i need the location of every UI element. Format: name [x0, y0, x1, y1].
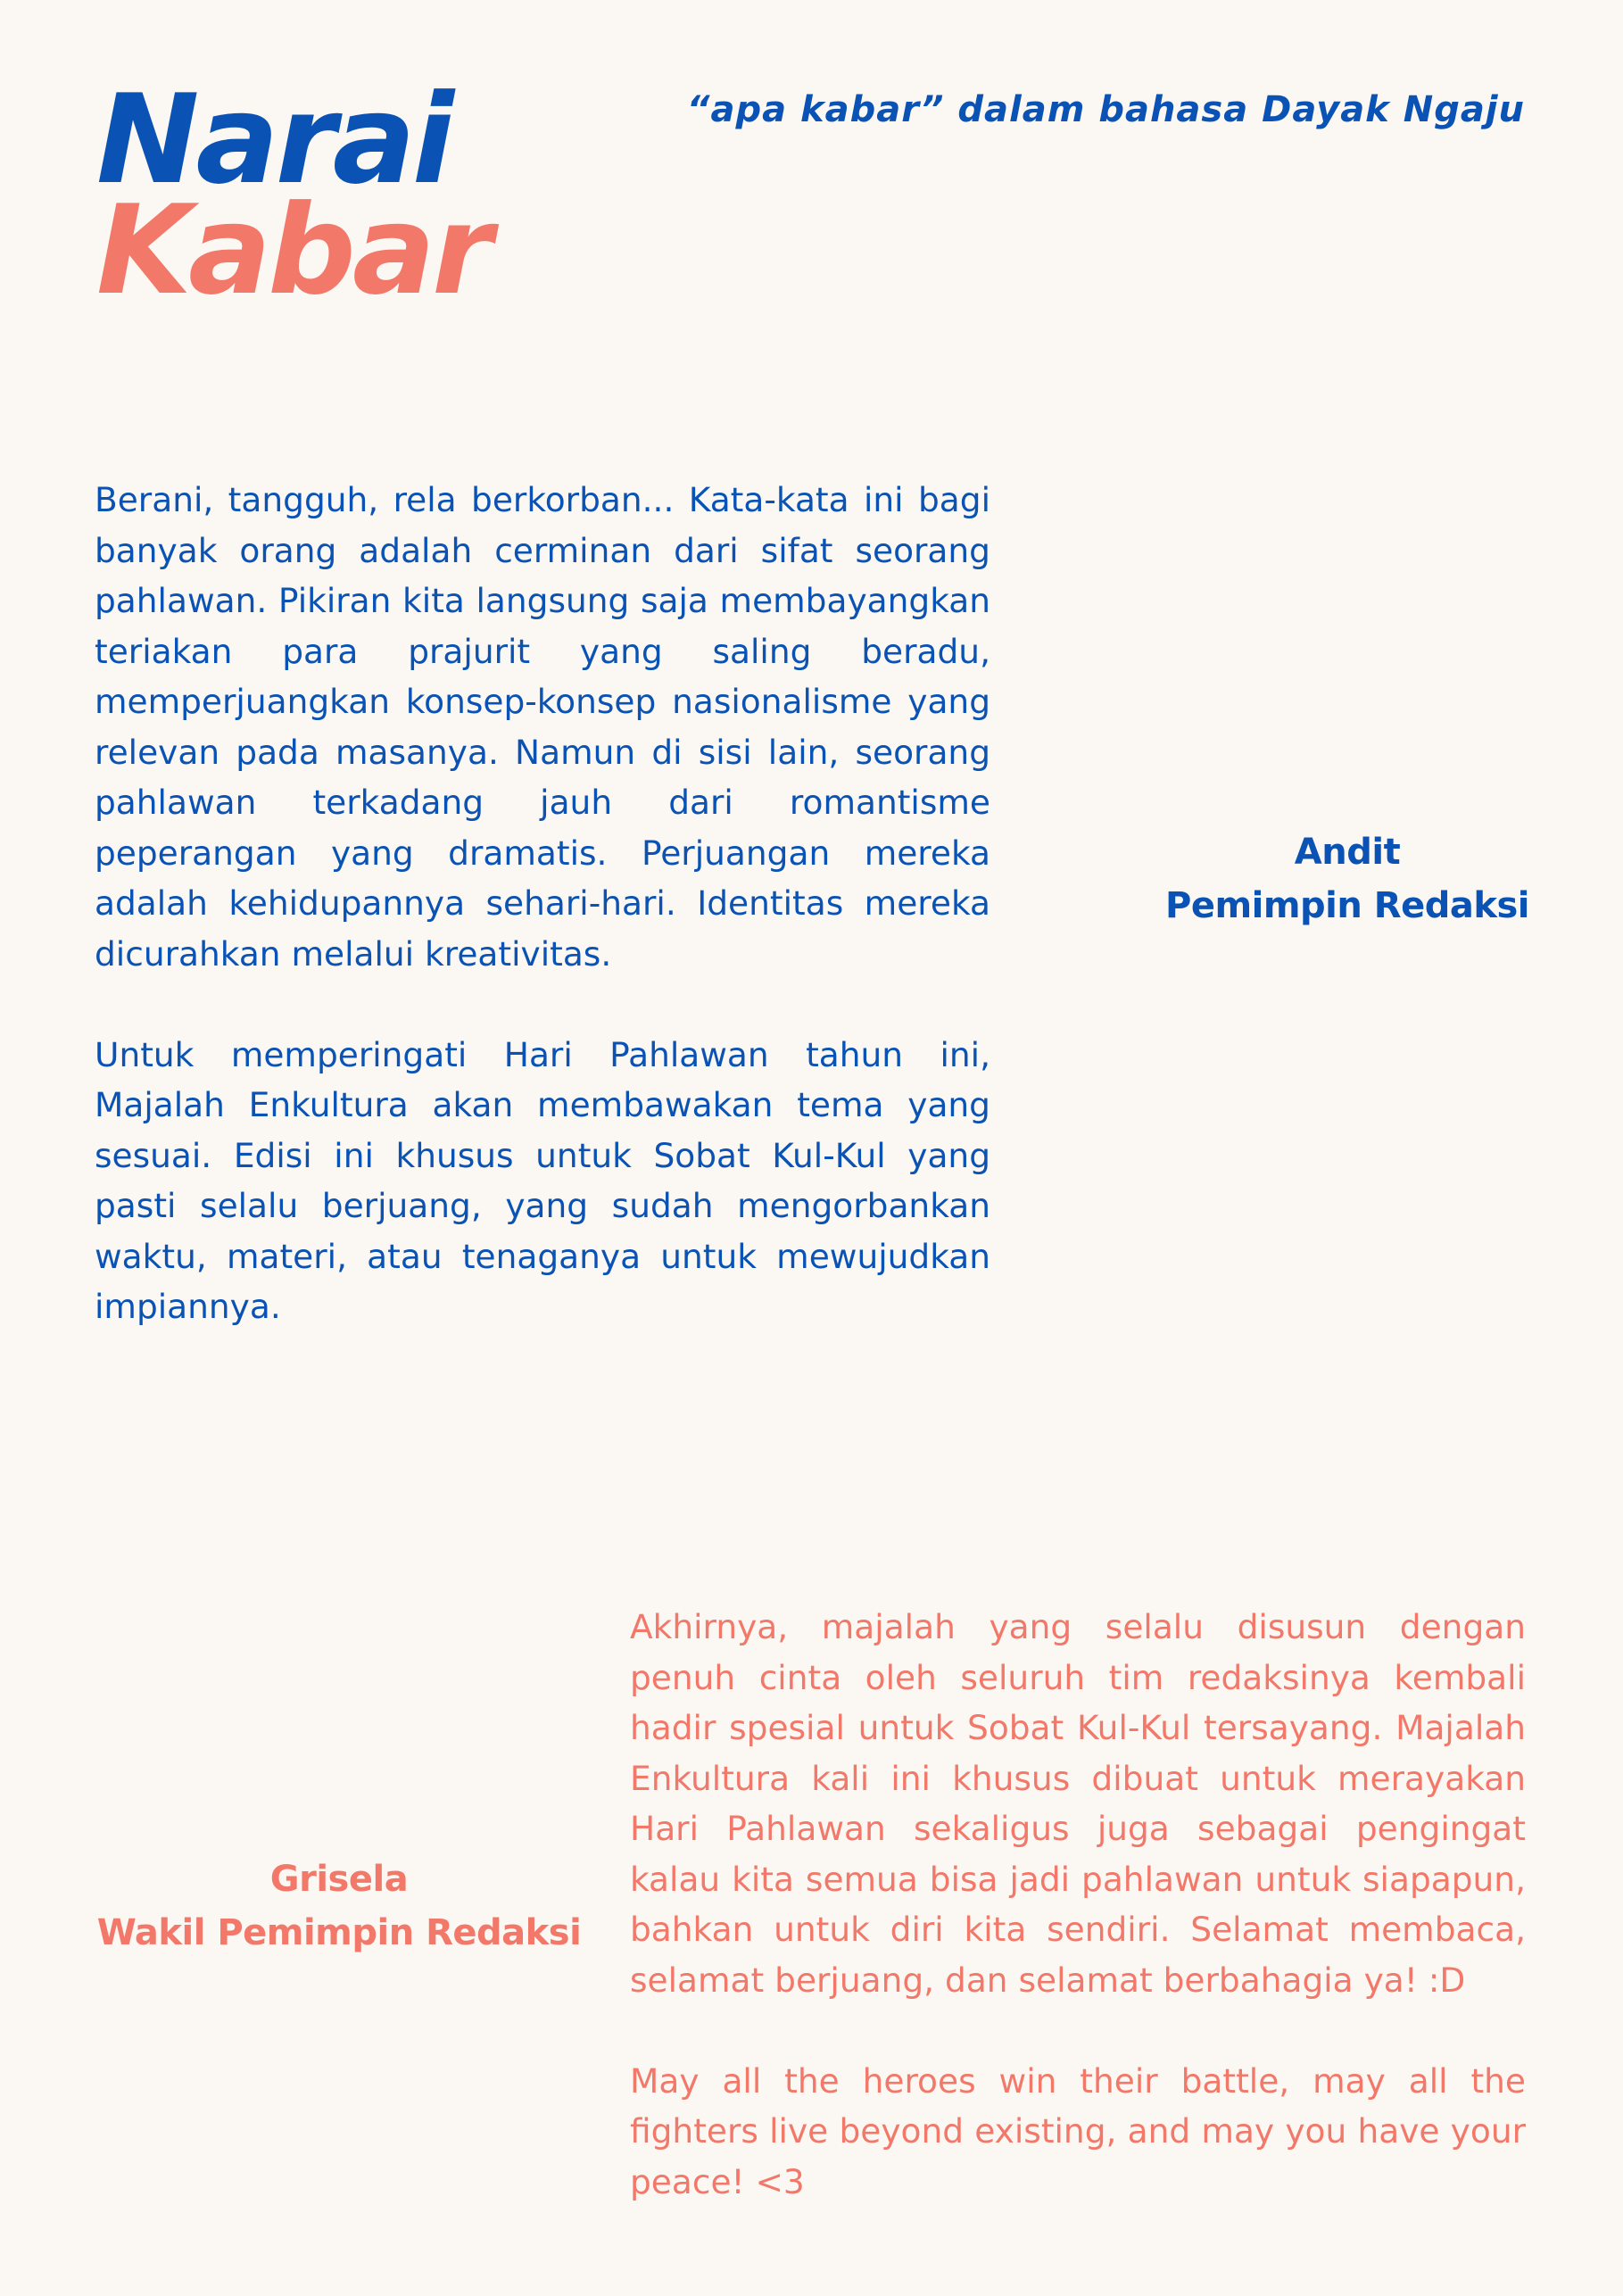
tagline: “apa kabar” dalam bahasa Dayak Ngaju — [686, 89, 1525, 130]
editor-note-paragraph-2: Untuk memperingati Hari Pahlawan tahun ini, Majalah Enkultura akan membawakan tema yang sesuai. Edisi ini khusus untuk Sobat Kul-Kul yang pasti selalu berjuang, yang sudah mengorbankan waktu, materi, atau tenaganya untuk mewujudkan impiannya. — [95, 1034, 990, 1326]
logo-word-kabar: Kabar — [96, 178, 490, 322]
editor-signature-role: Pemimpin Redaksi — [1165, 885, 1529, 926]
logo-word-narai: Narai — [96, 68, 451, 211]
deputy-note — [630, 1602, 1526, 2207]
deputy-note-paragraph-2: May all the heroes win their battle, may all the fighters live beyond existing, and may you have your peace! <3 — [630, 2060, 1526, 2201]
deputy-note-paragraph-1: Akhirnya, majalah yang selalu disusun dengan penuh cinta oleh seluruh tim redaksinya kembali hadir spesial untuk Sobat Kul-Kul tersayang. Majalah Enkultura kali ini khusus dibuat untuk merayakan Hari Pahlawan sekaligus juga sebagai pengingat kalau kita semua bisa jadi pahlawan untuk siapapun, bahkan untuk diri kita sendiri. Selamat membaca, selamat berjuang, dan selamat berbahagia ya! :D — [630, 1607, 1526, 2000]
editor-note-paragraph-1: Berani, tangguh, rela berkorban... Kata-kata ini bagi banyak orang adalah cerminan dari sifat seorang pahlawan. Pikiran kita langsung saja membayangkan teriakan para prajurit yang saling beradu, memperjuangkan konsep-konsep nasionalisme yang relevan pada masanya. Namun di sisi lain, seorang pahlawan terkadang jauh dari romantisme peperangan yang dramatis. Perjuangan mereka adalah kehidupannya sehari-hari. Identitas mereka dicurahkan melalui kreativitas. — [95, 480, 990, 974]
deputy-signature-role: Wakil Pemimpin Redaksi — [96, 1912, 582, 1953]
editor-signature-name: Andit — [1294, 832, 1401, 873]
deputy-signature-name: Grisela — [269, 1859, 409, 1900]
magazine-logo — [96, 68, 490, 322]
editor-signature — [1160, 825, 1535, 932]
editor-note — [95, 475, 990, 1332]
deputy-signature — [71, 1853, 607, 1960]
